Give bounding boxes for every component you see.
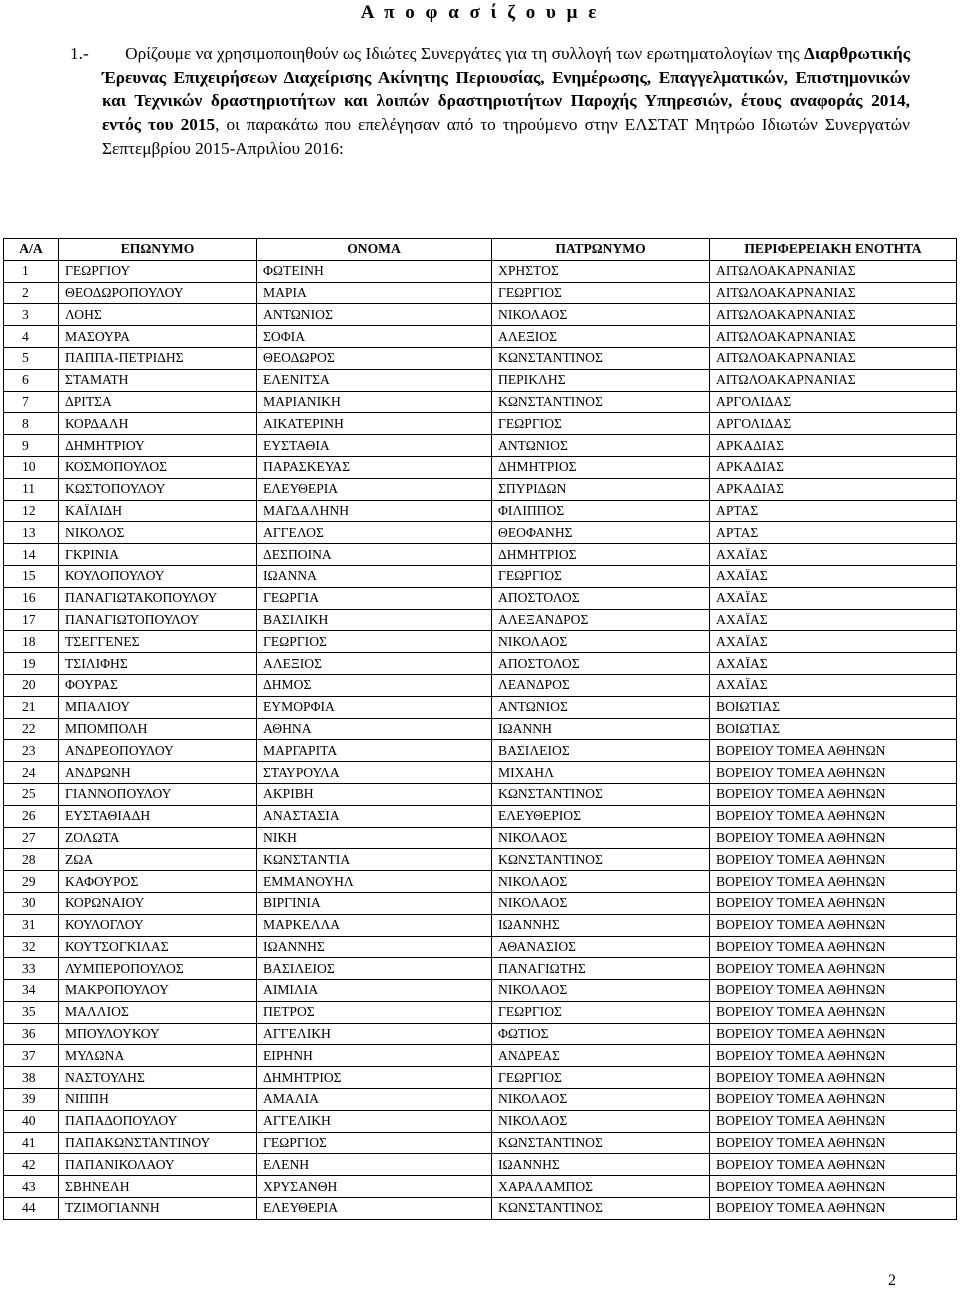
- fathers-name-cell: ΑΘΑΝΑΣΙΟΣ: [492, 936, 710, 958]
- fathers-name-cell: ΣΠΥΡΙΔΩΝ: [492, 478, 710, 500]
- first-name-cell: ΑΓΓΕΛΟΣ: [257, 522, 492, 544]
- surname-cell: ΦΟΥΡΑΣ: [59, 674, 257, 696]
- first-name-cell: ΚΩΝΣΤΑΝΤΙΑ: [257, 849, 492, 871]
- surname-cell: ΠΑΠΑΚΩΝΣΤΑΝΤΙΝΟΥ: [59, 1132, 257, 1154]
- first-name-cell: ΓΕΩΡΓΙΟΣ: [257, 631, 492, 653]
- first-name-cell: ΕΛΕΥΘΕΡΙΑ: [257, 478, 492, 500]
- first-name-cell: ΑΙΜΙΛΙΑ: [257, 980, 492, 1002]
- surname-cell: ΠΑΠΑΔΟΠΟΥΛΟΥ: [59, 1110, 257, 1132]
- first-name-cell: ΜΑΡΙΑΝΙΚΗ: [257, 391, 492, 413]
- surname-cell: ΜΥΛΩΝΑ: [59, 1045, 257, 1067]
- surname-cell: ΚΟΡΩΝΑΙΟΥ: [59, 892, 257, 914]
- row-number-cell: 8: [4, 413, 59, 435]
- row-number-cell: 13: [4, 522, 59, 544]
- first-name-cell: ΙΩΑΝΝΑ: [257, 565, 492, 587]
- first-name-cell: ΕΥΣΤΑΘΙΑ: [257, 435, 492, 457]
- first-name-cell: ΕΜΜΑΝΟΥΗΛ: [257, 871, 492, 893]
- fathers-name-cell: ΑΠΟΣΤΟΛΟΣ: [492, 587, 710, 609]
- regional-unit-cell: ΒΟΡΕΙΟΥ ΤΟΜΕΑ ΑΘΗΝΩΝ: [710, 1154, 957, 1176]
- row-number-cell: 10: [4, 456, 59, 478]
- regional-unit-cell: ΑΡΤΑΣ: [710, 500, 957, 522]
- fathers-name-cell: ΦΙΛΙΠΠΟΣ: [492, 500, 710, 522]
- first-name-cell: ΠΕΤΡΟΣ: [257, 1001, 492, 1023]
- regional-unit-cell: ΒΟΡΕΙΟΥ ΤΟΜΕΑ ΑΘΗΝΩΝ: [710, 958, 957, 980]
- fathers-name-cell: ΙΩΑΝΝΗ: [492, 718, 710, 740]
- regional-unit-cell: ΒΟΡΕΙΟΥ ΤΟΜΕΑ ΑΘΗΝΩΝ: [710, 740, 957, 762]
- first-name-cell: ΒΑΣΙΛΕΙΟΣ: [257, 958, 492, 980]
- surname-cell: ΚΑΦΟΥΡΟΣ: [59, 871, 257, 893]
- table-row: [4, 347, 957, 369]
- table-body: [4, 260, 957, 1219]
- table-row: [4, 914, 957, 936]
- regional-unit-cell: ΒΟΡΕΙΟΥ ΤΟΜΕΑ ΑΘΗΝΩΝ: [710, 762, 957, 784]
- fathers-name-cell: ΔΗΜΗΤΡΙΟΣ: [492, 544, 710, 566]
- row-number-cell: 15: [4, 565, 59, 587]
- table-row: [4, 435, 957, 457]
- row-number-cell: 38: [4, 1067, 59, 1089]
- table-row: [4, 718, 957, 740]
- first-name-cell: ΠΑΡΑΣΚΕΥΑΣ: [257, 456, 492, 478]
- row-number-cell: 39: [4, 1089, 59, 1111]
- row-number-cell: 41: [4, 1132, 59, 1154]
- first-name-cell: ΑΝΤΩΝΙΟΣ: [257, 304, 492, 326]
- first-name-cell: ΜΑΡΚΕΛΛΑ: [257, 914, 492, 936]
- row-number-cell: 34: [4, 980, 59, 1002]
- collaborators-table: [3, 238, 957, 1220]
- fathers-name-cell: ΘΕΟΦΑΝΗΣ: [492, 522, 710, 544]
- regional-unit-cell: ΑΙΤΩΛΟΑΚΑΡΝΑΝΙΑΣ: [710, 282, 957, 304]
- first-name-cell: ΔΗΜΟΣ: [257, 674, 492, 696]
- fathers-name-cell: ΦΩΤΙΟΣ: [492, 1023, 710, 1045]
- surname-cell: ΠΑΠΑΝΙΚΟΛΑΟΥ: [59, 1154, 257, 1176]
- table-row: [4, 674, 957, 696]
- table-row: [4, 565, 957, 587]
- row-number-cell: 35: [4, 1001, 59, 1023]
- row-number-cell: 1: [4, 260, 59, 282]
- row-number-cell: 30: [4, 892, 59, 914]
- surname-cell: ΤΣΕΓΓΕΝΕΣ: [59, 631, 257, 653]
- fathers-name-cell: ΑΝΔΡΕΑΣ: [492, 1045, 710, 1067]
- row-number-cell: 3: [4, 304, 59, 326]
- first-name-cell: ΣΟΦΙΑ: [257, 326, 492, 348]
- first-name-cell: ΑΜΑΛΙΑ: [257, 1089, 492, 1111]
- regional-unit-cell: ΒΟΡΕΙΟΥ ΤΟΜΕΑ ΑΘΗΝΩΝ: [710, 1176, 957, 1198]
- table-row: [4, 391, 957, 413]
- row-number-cell: 27: [4, 827, 59, 849]
- surname-cell: ΓΙΑΝΝΟΠΟΥΛΟΥ: [59, 783, 257, 805]
- surname-cell: ΚΟΡΔΑΛΗ: [59, 413, 257, 435]
- row-number-cell: 20: [4, 674, 59, 696]
- table-row: [4, 849, 957, 871]
- fathers-name-cell: ΝΙΚΟΛΑΟΣ: [492, 980, 710, 1002]
- regional-unit-cell: ΑΧΑΪΑΣ: [710, 631, 957, 653]
- header-regional-unit: ΠΕΡΙΦΕΡΕΙΑΚΗ ΕΝΟΤΗΤΑ: [710, 239, 957, 261]
- surname-cell: ΖΟΛΩΤΑ: [59, 827, 257, 849]
- fathers-name-cell: ΝΙΚΟΛΑΟΣ: [492, 1089, 710, 1111]
- row-number-cell: 40: [4, 1110, 59, 1132]
- document-title: Α π ο φ α σ ί ζ ο υ μ ε: [360, 2, 600, 23]
- row-number-cell: 37: [4, 1045, 59, 1067]
- table-row: [4, 1154, 957, 1176]
- table-row: [4, 260, 957, 282]
- table-row: [4, 1089, 957, 1111]
- regional-unit-cell: ΒΟΡΕΙΟΥ ΤΟΜΕΑ ΑΘΗΝΩΝ: [710, 871, 957, 893]
- row-number-cell: 29: [4, 871, 59, 893]
- first-name-cell: ΔΗΜΗΤΡΙΟΣ: [257, 1067, 492, 1089]
- table-row: [4, 1110, 957, 1132]
- row-number-cell: 23: [4, 740, 59, 762]
- row-number-cell: 43: [4, 1176, 59, 1198]
- surname-cell: ΓΚΡΙΝΙΑ: [59, 544, 257, 566]
- regional-unit-cell: ΑΡΚΑΔΙΑΣ: [710, 478, 957, 500]
- regional-unit-cell: ΒΟΡΕΙΟΥ ΤΟΜΕΑ ΑΘΗΝΩΝ: [710, 1001, 957, 1023]
- surname-cell: ΠΑΝΑΓΙΩΤΟΠΟΥΛΟΥ: [59, 609, 257, 631]
- surname-cell: ΣΒΗΝΕΛΗ: [59, 1176, 257, 1198]
- fathers-name-cell: ΝΙΚΟΛΑΟΣ: [492, 631, 710, 653]
- row-number-cell: 36: [4, 1023, 59, 1045]
- fathers-name-cell: ΚΩΝΣΤΑΝΤΙΝΟΣ: [492, 347, 710, 369]
- table-row: [4, 369, 957, 391]
- fathers-name-cell: ΝΙΚΟΛΑΟΣ: [492, 871, 710, 893]
- table-row: [4, 413, 957, 435]
- surname-cell: ΚΑΪΛΙΔΗ: [59, 500, 257, 522]
- first-name-cell: ΓΕΩΡΓΙΟΣ: [257, 1132, 492, 1154]
- first-name-cell: ΑΚΡΙΒΗ: [257, 783, 492, 805]
- regional-unit-cell: ΒΟΡΕΙΟΥ ΤΟΜΕΑ ΑΘΗΝΩΝ: [710, 892, 957, 914]
- fathers-name-cell: ΕΛΕΥΘΕΡΙΟΣ: [492, 805, 710, 827]
- fathers-name-cell: ΚΩΝΣΤΑΝΤΙΝΟΣ: [492, 1132, 710, 1154]
- surname-cell: ΛΟΗΣ: [59, 304, 257, 326]
- table-row: [4, 827, 957, 849]
- regional-unit-cell: ΑΧΑΪΑΣ: [710, 565, 957, 587]
- surname-cell: ΑΝΔΡΕΟΠΟΥΛΟΥ: [59, 740, 257, 762]
- regional-unit-cell: ΑΙΤΩΛΟΑΚΑΡΝΑΝΙΑΣ: [710, 304, 957, 326]
- first-name-cell: ΙΩΑΝΝΗΣ: [257, 936, 492, 958]
- regional-unit-cell: ΑΙΤΩΛΟΑΚΑΡΝΑΝΙΑΣ: [710, 326, 957, 348]
- surname-cell: ΚΟΥΛΟΓΛΟΥ: [59, 914, 257, 936]
- table-row: [4, 587, 957, 609]
- row-number-cell: 42: [4, 1154, 59, 1176]
- first-name-cell: ΕΛΕΝΙΤΣΑ: [257, 369, 492, 391]
- surname-cell: ΣΤΑΜΑΤΗ: [59, 369, 257, 391]
- first-name-cell: ΑΓΓΕΛΙΚΗ: [257, 1023, 492, 1045]
- first-name-cell: ΝΙΚΗ: [257, 827, 492, 849]
- regional-unit-cell: ΑΧΑΪΑΣ: [710, 653, 957, 675]
- regional-unit-cell: ΑΙΤΩΛΟΑΚΑΡΝΑΝΙΑΣ: [710, 260, 957, 282]
- first-name-cell: ΕΛΕΝΗ: [257, 1154, 492, 1176]
- table-row: [4, 609, 957, 631]
- row-number-cell: 2: [4, 282, 59, 304]
- row-number-cell: 31: [4, 914, 59, 936]
- regional-unit-cell: ΒΟΡΕΙΟΥ ΤΟΜΕΑ ΑΘΗΝΩΝ: [710, 849, 957, 871]
- regional-unit-cell: ΑΧΑΪΑΣ: [710, 674, 957, 696]
- regional-unit-cell: ΑΡΤΑΣ: [710, 522, 957, 544]
- fathers-name-cell: ΚΩΝΣΤΑΝΤΙΝΟΣ: [492, 849, 710, 871]
- table-row: [4, 1176, 957, 1198]
- fathers-name-cell: ΧΑΡΑΛΑΜΠΟΣ: [492, 1176, 710, 1198]
- row-number-cell: 6: [4, 369, 59, 391]
- row-number-cell: 11: [4, 478, 59, 500]
- table-row: [4, 740, 957, 762]
- row-number-cell: 14: [4, 544, 59, 566]
- surname-cell: ΚΟΥΛΟΠΟΥΛΟΥ: [59, 565, 257, 587]
- first-name-cell: ΜΑΓΔΑΛΗΝΗ: [257, 500, 492, 522]
- regional-unit-cell: ΒΟΡΕΙΟΥ ΤΟΜΕΑ ΑΘΗΝΩΝ: [710, 1067, 957, 1089]
- surname-cell: ΠΑΠΠΑ-ΠΕΤΡΙΔΗΣ: [59, 347, 257, 369]
- table-row: [4, 1001, 957, 1023]
- paragraph-text-2: , οι παρακάτω που επελέγησαν από το τηρούμενο στην ΕΛΣΤΑΤ Μητρώο Ιδιωτών Συνεργατών Σεπτεμβρίου 2015-Απριλίου 2016:: [102, 115, 910, 158]
- table-header-row: [4, 239, 957, 261]
- surname-cell: ΚΟΥΤΣΟΓΚΙΛΑΣ: [59, 936, 257, 958]
- surname-cell: ΜΠΑΛΙΟΥ: [59, 696, 257, 718]
- surname-cell: ΝΑΣΤΟΥΛΗΣ: [59, 1067, 257, 1089]
- regional-unit-cell: ΑΡΓΟΛΙΔΑΣ: [710, 391, 957, 413]
- row-number-cell: 25: [4, 783, 59, 805]
- regional-unit-cell: ΒΟΡΕΙΟΥ ΤΟΜΕΑ ΑΘΗΝΩΝ: [710, 1132, 957, 1154]
- table-row: [4, 980, 957, 1002]
- fathers-name-cell: ΒΑΣΙΛΕΙΟΣ: [492, 740, 710, 762]
- table-row: [4, 1067, 957, 1089]
- surname-cell: ΜΑΣΟΥΡΑ: [59, 326, 257, 348]
- regional-unit-cell: ΒΟΡΕΙΟΥ ΤΟΜΕΑ ΑΘΗΝΩΝ: [710, 1110, 957, 1132]
- first-name-cell: ΓΕΩΡΓΙΑ: [257, 587, 492, 609]
- table-row: [4, 326, 957, 348]
- table-row: [4, 805, 957, 827]
- page-number: 2: [888, 1272, 896, 1289]
- row-number-cell: 17: [4, 609, 59, 631]
- regional-unit-cell: ΑΙΤΩΛΟΑΚΑΡΝΑΝΙΑΣ: [710, 369, 957, 391]
- regional-unit-cell: ΒΟΡΕΙΟΥ ΤΟΜΕΑ ΑΘΗΝΩΝ: [710, 1198, 957, 1220]
- first-name-cell: ΑΓΓΕΛΙΚΗ: [257, 1110, 492, 1132]
- fathers-name-cell: ΧΡΗΣΤΟΣ: [492, 260, 710, 282]
- row-number-cell: 44: [4, 1198, 59, 1220]
- surname-cell: ΑΝΔΡΩΝΗ: [59, 762, 257, 784]
- fathers-name-cell: ΝΙΚΟΛΑΟΣ: [492, 892, 710, 914]
- row-number-cell: 22: [4, 718, 59, 740]
- surname-cell: ΖΩΑ: [59, 849, 257, 871]
- first-name-cell: ΕΥΜΟΡΦΙΑ: [257, 696, 492, 718]
- fathers-name-cell: ΓΕΩΡΓΙΟΣ: [492, 1001, 710, 1023]
- table-row: [4, 936, 957, 958]
- table-row: [4, 783, 957, 805]
- regional-unit-cell: ΒΟΡΕΙΟΥ ΤΟΜΕΑ ΑΘΗΝΩΝ: [710, 827, 957, 849]
- surname-cell: ΜΑΚΡΟΠΟΥΛΟΥ: [59, 980, 257, 1002]
- first-name-cell: ΜΑΡΓΑΡΙΤΑ: [257, 740, 492, 762]
- fathers-name-cell: ΑΝΤΩΝΙΟΣ: [492, 696, 710, 718]
- row-number-cell: 12: [4, 500, 59, 522]
- paragraph-bold-survey: Διαρθρωτικής Έρευνας Επιχειρήσεων Διαχείρισης Ακίνητης Περιουσίας, Ενημέρωσης, Επαγγελματικών, Επιστημονικών και Τεχνικών δραστηριοτήτων και λοιπών δραστηριοτήτων Παροχής Υπηρεσιών, έτους αναφοράς 2014, εντός του 2015: [102, 44, 910, 135]
- first-name-cell: ΑΝΑΣΤΑΣΙΑ: [257, 805, 492, 827]
- paragraph-text-1: Ορίζουμε να χρησιμοποιηθούν ως Ιδιώτες Συνεργάτες για τη συλλογή των ερωτηματολογίων της: [125, 44, 804, 63]
- row-number-cell: 33: [4, 958, 59, 980]
- regional-unit-cell: ΑΧΑΪΑΣ: [710, 587, 957, 609]
- regional-unit-cell: ΒΟΡΕΙΟΥ ΤΟΜΕΑ ΑΘΗΝΩΝ: [710, 1023, 957, 1045]
- table-row: [4, 1132, 957, 1154]
- regional-unit-cell: ΒΟΡΕΙΟΥ ΤΟΜΕΑ ΑΘΗΝΩΝ: [710, 1089, 957, 1111]
- fathers-name-cell: ΠΕΡΙΚΛΗΣ: [492, 369, 710, 391]
- surname-cell: ΤΖΙΜΟΓΙΑΝΝΗ: [59, 1198, 257, 1220]
- row-number-cell: 4: [4, 326, 59, 348]
- fathers-name-cell: ΝΙΚΟΛΑΟΣ: [492, 1110, 710, 1132]
- fathers-name-cell: ΝΙΚΟΛΑΟΣ: [492, 827, 710, 849]
- table-row: [4, 522, 957, 544]
- regional-unit-cell: ΒΟΙΩΤΙΑΣ: [710, 718, 957, 740]
- surname-cell: ΝΙΠΠΗ: [59, 1089, 257, 1111]
- first-name-cell: ΦΩΤΕΙΝΗ: [257, 260, 492, 282]
- table-row: [4, 892, 957, 914]
- first-name-cell: ΒΑΣΙΛΙΚΗ: [257, 609, 492, 631]
- row-number-cell: 7: [4, 391, 59, 413]
- header-fathers-name: ΠΑΤΡΩΝΥΜΟ: [492, 239, 710, 261]
- fathers-name-cell: ΚΩΝΣΤΑΝΤΙΝΟΣ: [492, 783, 710, 805]
- fathers-name-cell: ΙΩΑΝΝΗΣ: [492, 914, 710, 936]
- table-row: [4, 1045, 957, 1067]
- first-name-cell: ΕΛΕΥΘΕΡΙΑ: [257, 1198, 492, 1220]
- surname-cell: ΜΠΟΜΠΟΛΗ: [59, 718, 257, 740]
- fathers-name-cell: ΔΗΜΗΤΡΙΟΣ: [492, 456, 710, 478]
- header-aa: Α/Α: [4, 239, 59, 261]
- first-name-cell: ΕΙΡΗΝΗ: [257, 1045, 492, 1067]
- regional-unit-cell: ΑΡΚΑΔΙΑΣ: [710, 456, 957, 478]
- regional-unit-cell: ΒΟΡΕΙΟΥ ΤΟΜΕΑ ΑΘΗΝΩΝ: [710, 1045, 957, 1067]
- fathers-name-cell: ΓΕΩΡΓΙΟΣ: [492, 1067, 710, 1089]
- fathers-name-cell: ΚΩΝΣΤΑΝΤΙΝΟΣ: [492, 391, 710, 413]
- first-name-cell: ΑΛΕΞΙΟΣ: [257, 653, 492, 675]
- fathers-name-cell: ΓΕΩΡΓΙΟΣ: [492, 282, 710, 304]
- table-row: [4, 304, 957, 326]
- first-name-cell: ΑΘΗΝΑ: [257, 718, 492, 740]
- header-name: ΟΝΟΜΑ: [257, 239, 492, 261]
- surname-cell: ΔΗΜΗΤΡΙΟΥ: [59, 435, 257, 457]
- regional-unit-cell: ΑΙΤΩΛΟΑΚΑΡΝΑΝΙΑΣ: [710, 347, 957, 369]
- row-number-cell: 19: [4, 653, 59, 675]
- surname-cell: ΛΥΜΠΕΡΟΠΟΥΛΟΣ: [59, 958, 257, 980]
- fathers-name-cell: ΑΛΕΞΑΝΔΡΟΣ: [492, 609, 710, 631]
- first-name-cell: ΑΙΚΑΤΕΡΙΝΗ: [257, 413, 492, 435]
- table-row: [4, 696, 957, 718]
- table-row: [4, 631, 957, 653]
- regional-unit-cell: ΒΟΡΕΙΟΥ ΤΟΜΕΑ ΑΘΗΝΩΝ: [710, 980, 957, 1002]
- fathers-name-cell: ΝΙΚΟΛΑΟΣ: [492, 304, 710, 326]
- surname-cell: ΜΠΟΥΛΟΥΚΟΥ: [59, 1023, 257, 1045]
- regional-unit-cell: ΒΟΡΕΙΟΥ ΤΟΜΕΑ ΑΘΗΝΩΝ: [710, 805, 957, 827]
- surname-cell: ΓΕΩΡΓΙΟΥ: [59, 260, 257, 282]
- fathers-name-cell: ΑΛΕΞΙΟΣ: [492, 326, 710, 348]
- regional-unit-cell: ΑΧΑΪΑΣ: [710, 609, 957, 631]
- row-number-cell: 21: [4, 696, 59, 718]
- regional-unit-cell: ΑΡΓΟΛΙΔΑΣ: [710, 413, 957, 435]
- table-row: [4, 871, 957, 893]
- paragraph-number: 1.-: [70, 44, 94, 63]
- table-row: [4, 1198, 957, 1220]
- table-row: [4, 500, 957, 522]
- row-number-cell: 5: [4, 347, 59, 369]
- surname-cell: ΤΣΙΛΙΦΗΣ: [59, 653, 257, 675]
- fathers-name-cell: ΓΕΩΡΓΙΟΣ: [492, 565, 710, 587]
- regional-unit-cell: ΑΧΑΪΑΣ: [710, 544, 957, 566]
- surname-cell: ΘΕΟΔΩΡΟΠΟΥΛΟΥ: [59, 282, 257, 304]
- decision-paragraph: [70, 42, 910, 161]
- surname-cell: ΜΑΛΛΙΟΣ: [59, 1001, 257, 1023]
- row-number-cell: 32: [4, 936, 59, 958]
- fathers-name-cell: ΚΩΝΣΤΑΝΤΙΝΟΣ: [492, 1198, 710, 1220]
- table-row: [4, 653, 957, 675]
- regional-unit-cell: ΒΟΙΩΤΙΑΣ: [710, 696, 957, 718]
- surname-cell: ΠΑΝΑΓΙΩΤΑΚΟΠΟΥΛΟΥ: [59, 587, 257, 609]
- surname-cell: ΝΙΚΟΛΟΣ: [59, 522, 257, 544]
- regional-unit-cell: ΒΟΡΕΙΟΥ ΤΟΜΕΑ ΑΘΗΝΩΝ: [710, 936, 957, 958]
- header-surname: ΕΠΩΝΥΜΟ: [59, 239, 257, 261]
- regional-unit-cell: ΒΟΡΕΙΟΥ ΤΟΜΕΑ ΑΘΗΝΩΝ: [710, 783, 957, 805]
- fathers-name-cell: ΜΙΧΑΗΛ: [492, 762, 710, 784]
- fathers-name-cell: ΑΠΟΣΤΟΛΟΣ: [492, 653, 710, 675]
- regional-unit-cell: ΑΡΚΑΔΙΑΣ: [710, 435, 957, 457]
- fathers-name-cell: ΓΕΩΡΓΙΟΣ: [492, 413, 710, 435]
- table-row: [4, 544, 957, 566]
- row-number-cell: 28: [4, 849, 59, 871]
- table-row: [4, 456, 957, 478]
- fathers-name-cell: ΑΝΤΩΝΙΟΣ: [492, 435, 710, 457]
- fathers-name-cell: ΠΑΝΑΓΙΩΤΗΣ: [492, 958, 710, 980]
- row-number-cell: 9: [4, 435, 59, 457]
- table-row: [4, 1023, 957, 1045]
- first-name-cell: ΒΙΡΓΙΝΙΑ: [257, 892, 492, 914]
- regional-unit-cell: ΒΟΡΕΙΟΥ ΤΟΜΕΑ ΑΘΗΝΩΝ: [710, 914, 957, 936]
- first-name-cell: ΜΑΡΙΑ: [257, 282, 492, 304]
- row-number-cell: 26: [4, 805, 59, 827]
- table-row: [4, 478, 957, 500]
- first-name-cell: ΘΕΟΔΩΡΟΣ: [257, 347, 492, 369]
- first-name-cell: ΔΕΣΠΟΙΝΑ: [257, 544, 492, 566]
- row-number-cell: 16: [4, 587, 59, 609]
- first-name-cell: ΧΡΥΣΑΝΘΗ: [257, 1176, 492, 1198]
- surname-cell: ΔΡΙΤΣΑ: [59, 391, 257, 413]
- fathers-name-cell: ΛΕΑΝΔΡΟΣ: [492, 674, 710, 696]
- table-row: [4, 282, 957, 304]
- first-name-cell: ΣΤΑΥΡΟΥΛΑ: [257, 762, 492, 784]
- surname-cell: ΚΩΣΤΟΠΟΥΛΟΥ: [59, 478, 257, 500]
- row-number-cell: 24: [4, 762, 59, 784]
- row-number-cell: 18: [4, 631, 59, 653]
- surname-cell: ΕΥΣΤΑΘΙΑΔΗ: [59, 805, 257, 827]
- table-row: [4, 762, 957, 784]
- fathers-name-cell: ΙΩΑΝΝΗΣ: [492, 1154, 710, 1176]
- table-row: [4, 958, 957, 980]
- surname-cell: ΚΟΣΜΟΠΟΥΛΟΣ: [59, 456, 257, 478]
